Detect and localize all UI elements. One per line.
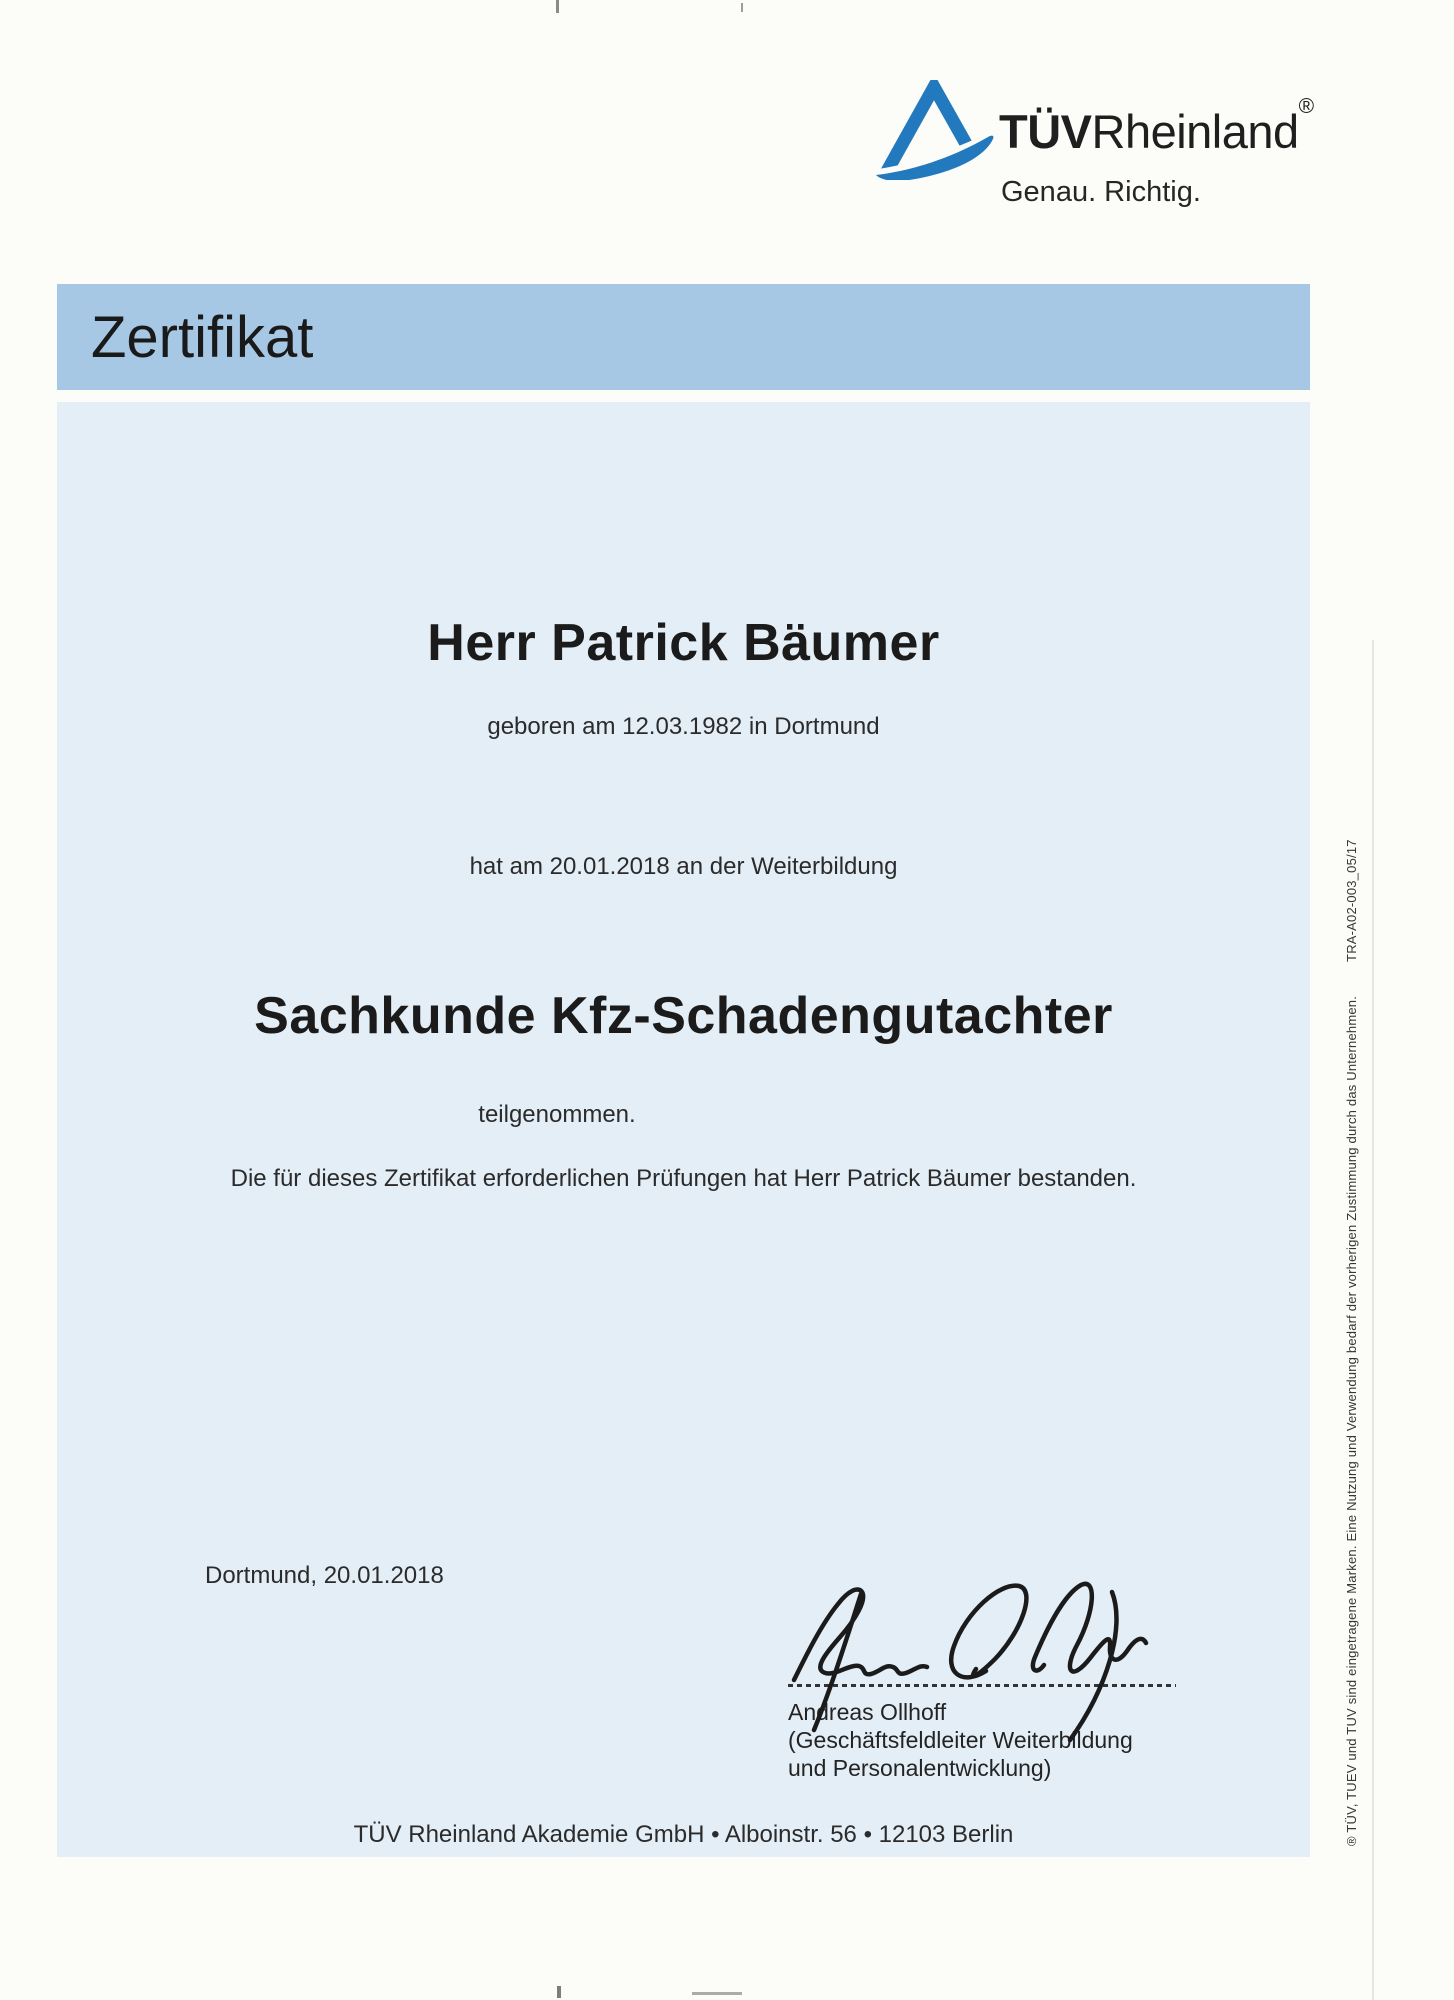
scan-artifact-bottom-line xyxy=(692,1992,742,1995)
tuv-triangle-icon xyxy=(870,80,1000,180)
birth-line: geboren am 12.03.1982 in Dortmund xyxy=(487,713,880,740)
brand-rheinland: Rheinland xyxy=(1091,105,1299,158)
signer-name: Andreas Ollhoff xyxy=(788,1699,947,1725)
issuer-footer: TÜV Rheinland Akademie GmbH • Alboinstr. 56 • 12103 Berlin xyxy=(353,1821,1014,1848)
scan-artifact-top-tick-left xyxy=(556,0,559,13)
signer-title-line2: und Personalentwicklung) xyxy=(788,1755,1052,1781)
brand-wordmark xyxy=(999,95,1314,159)
participation-word: teilgenommen. xyxy=(478,1101,636,1128)
exam-line: Die für dieses Zertifikat erforderlichen Prüfungen hat Herr Patrick Bäumer bestanden. xyxy=(230,1165,1137,1192)
place-date: Dortmund, 20.01.2018 xyxy=(205,1562,444,1589)
course-title: Sachkunde Kfz-Schadengutachter xyxy=(254,987,1113,1045)
registered-mark-icon: ® xyxy=(1298,95,1314,119)
participation-line: hat am 20.01.2018 an der Weiterbildung xyxy=(469,853,898,880)
scan-artifact-bottom-tick xyxy=(557,1986,561,1998)
signer-title-line1: (Geschäftsfeldleiter Weiterbildung xyxy=(788,1727,1133,1753)
document-code: TRA-A02-003_05/17 xyxy=(1344,839,1359,962)
vertical-legal-text xyxy=(1344,839,1359,1846)
zertifikat-bar xyxy=(57,284,1310,390)
zertifikat-title: Zertifikat xyxy=(91,304,314,370)
signature-scribble-icon xyxy=(760,1574,1190,1744)
recipient-name: Herr Patrick Bäumer xyxy=(427,614,940,672)
scan-artifact-top-tick-right xyxy=(741,3,743,12)
brand-tagline: Genau. Richtig. xyxy=(1001,176,1201,208)
brand-tuv: TÜV xyxy=(999,105,1092,158)
trademark-notice: ® TÜV, TUEV und TUV sind eingetragene Marken. Eine Nutzung und Verwendung bedarf der vorherigen Zustimmung durch das Unternehmen. xyxy=(1344,995,1359,1846)
scan-artifact-paper-edge xyxy=(1372,640,1374,2000)
